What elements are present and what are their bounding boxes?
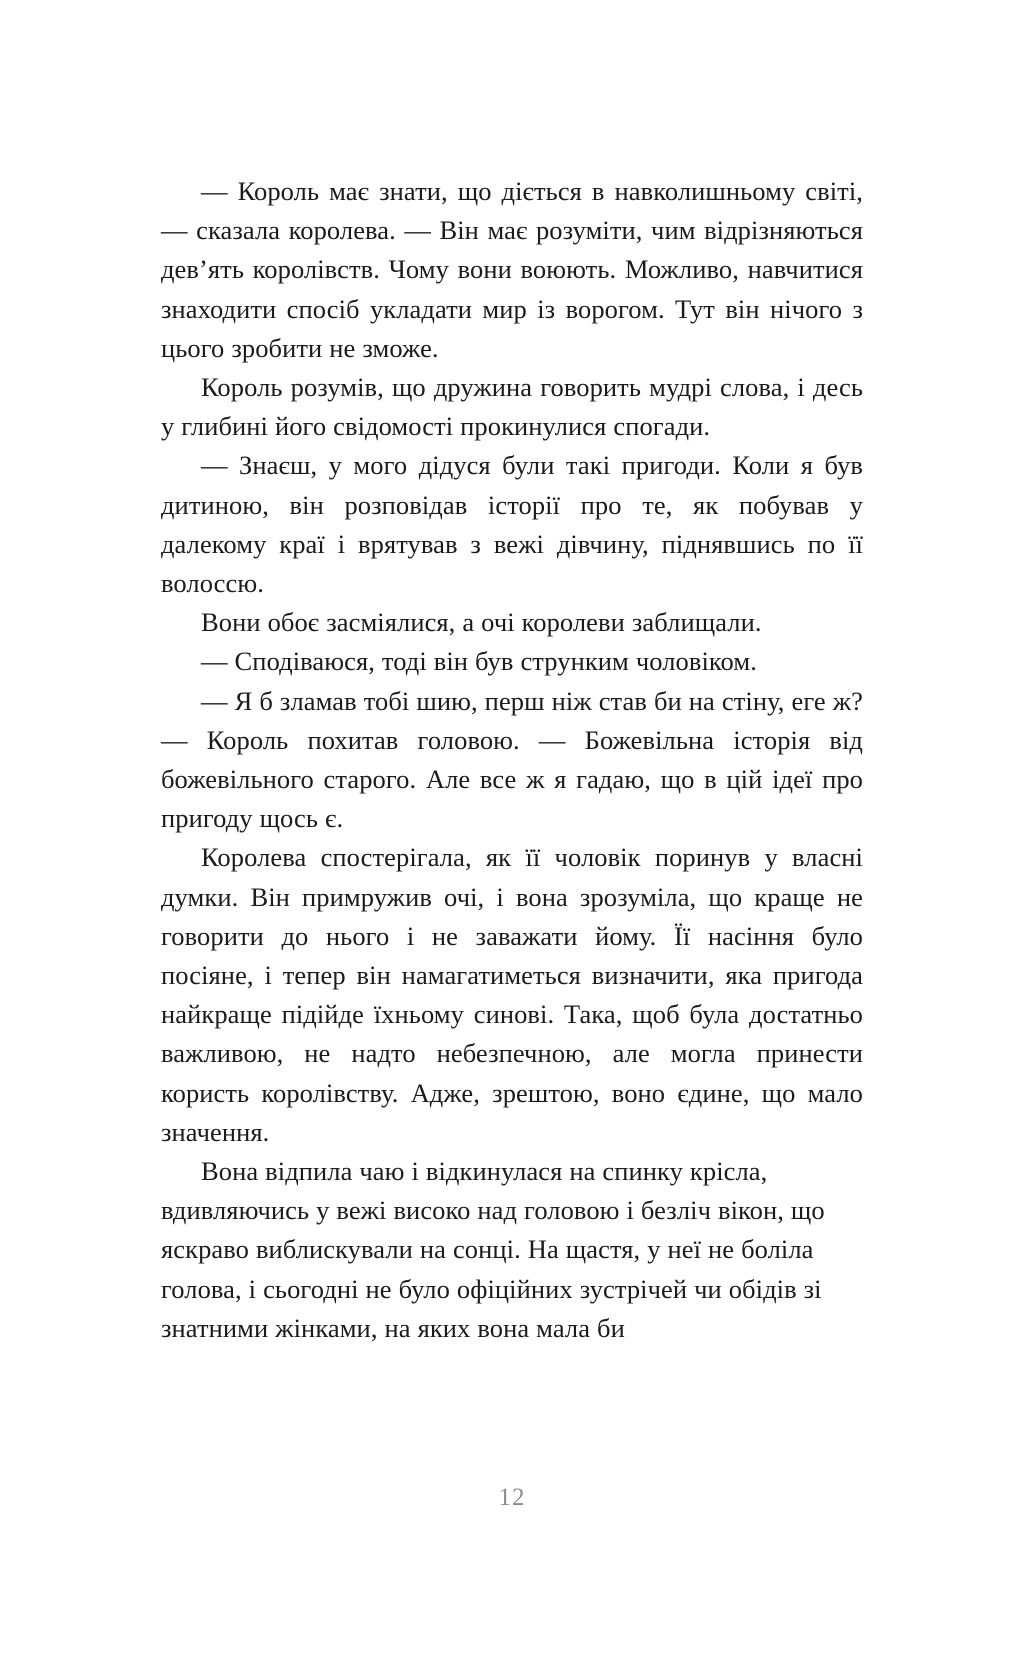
paragraph: — Сподіваюся, тоді він був струнким чоловіком.: [201, 646, 757, 677]
paragraph: Вона відпила чаю і відкинулася на спинку крісла, вдивляючись у вежі високо над головою і безліч вікон, що яскраво виблискували на сонці. На щастя, у неї не боліла голова, і сьогодні не було офіційних зустрічей чи обідів зі знатними жінками, на яких вона мала би: [161, 1156, 825, 1343]
paragraph: — Знаєш, у мого дідуся були такі пригоди. Коли я був дитиною, він розповідав історії про те, як побував у далекому краї і врятував з вежі дівчину, піднявшись по її волоссю.: [161, 450, 863, 599]
paragraph: Вони обоє засміялися, а очі королеви заблищали.: [201, 607, 762, 638]
paragraph: — Я б зламав тобі шию, перш ніж став би на стіну, еге ж? — Король похитав головою. — Божевільна історія від божевільного старого. Але все ж я гадаю, що в цій ідеї про пригоду щось є.: [161, 685, 863, 834]
page-text-block: [161, 172, 863, 1348]
paragraph: — Король має знати, що діється в навколишньому світі, — сказала королева. — Він має розуміти, чим відрізняються дев’ять королівств. Чому вони воюють. Можливо, навчитися знаходити спосіб укладати мир із ворогом. Тут він нічого з цього зробити не зможе.: [161, 176, 863, 363]
paragraph: Королева спостерігала, як її чоловік поринув у власні думки. Він примружив очі, і вона зрозуміла, що краще не говорити до нього і не заважати йому. Її насіння було посіяне, і тепер він намагатиметься визначити, яка пригода найкраще підійде їхньому синові. Така, щоб була достатньо важливою, не надто небезпечною, але могла принести користь королівству. Адже, зрештою, воно єдине, що мало значення.: [161, 842, 863, 1147]
page-number: 12: [498, 1484, 526, 1511]
paragraph: Король розумів, що дружина говорить мудрі слова, і десь у глибині його свідомості прокинулися спогади.: [161, 372, 863, 442]
